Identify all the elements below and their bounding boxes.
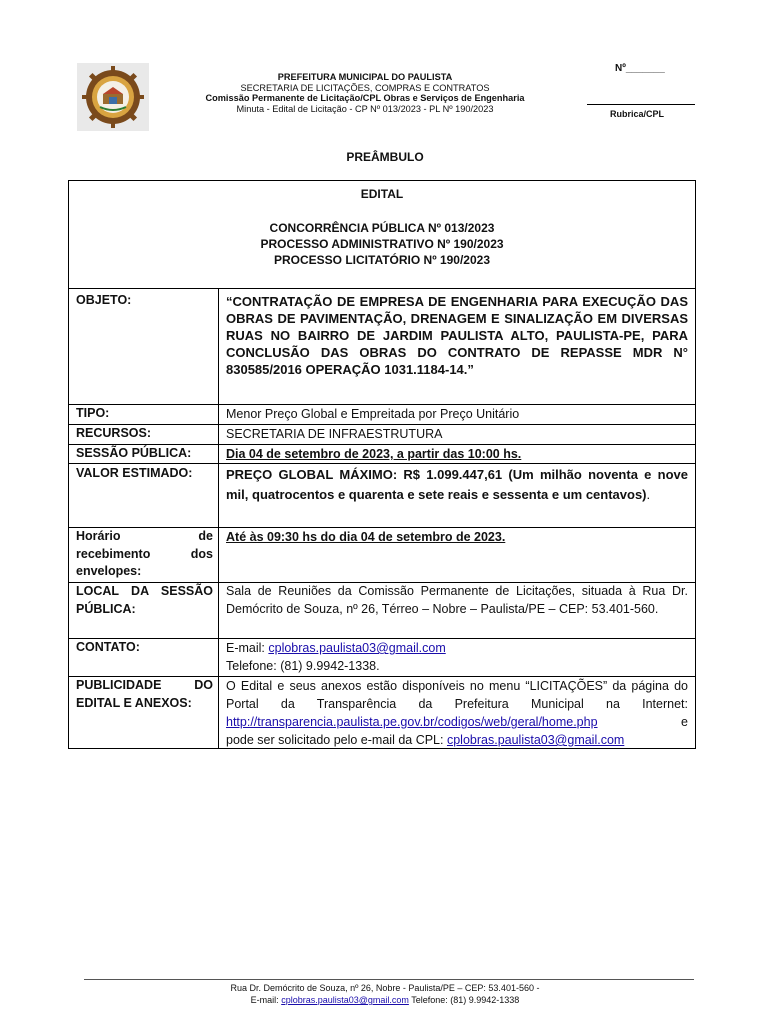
section-title: PREÂMBULO: [346, 150, 424, 164]
edital-title: EDITAL: [360, 187, 404, 201]
transparencia-portal-link[interactable]: http://transparencia.paulista.pe.gov.br/codigos/web/geral/home.php: [226, 715, 598, 729]
contato-label: CONTATO:: [76, 640, 140, 654]
letterhead: [160, 72, 570, 114]
publicidade-email-link[interactable]: cplobras.paulista03@gmail.com: [446, 733, 625, 747]
valor-label: VALOR ESTIMADO:: [76, 466, 193, 480]
row-divider: [68, 288, 696, 289]
footer-email-prefix: E-mail:: [250, 995, 282, 1005]
org-name: PREFEITURA MUNICIPAL DO PAULISTA: [277, 72, 453, 82]
local-value: Sala de Reuniões da Comissão Permanente de Licitações, situada à Rua Dr. Demócrito de Souza, nº 26, Térreo – Nobre – Paulista/PE – CEP: 53.401-560.: [226, 584, 688, 616]
contato-email-prefix: E-mail:: [226, 641, 269, 655]
rubrica-label: Rubrica/CPL: [610, 109, 665, 119]
objeto-value: “CONTRATAÇÃO DE EMPRESA DE ENGENHARIA PARA EXECUÇÃO DAS OBRAS DE PAVIMENTAÇÃO, DRENAGEM E SINALIZAÇÃO EM DIVERSAS RUAS NO BAIRRO DE JARDIM PAULISTA ALTO, PAULISTA-PE, PARA CONCLUSÃO DAS OBRAS DO CONTRATO DE REPASSE MDR N° 830585/2016 OPERAÇÃO 1031.1184-14.”: [226, 294, 688, 377]
valor-suffix: .: [646, 487, 651, 502]
recursos-value: SECRETARIA DE INFRAESTRUTURA: [226, 427, 443, 441]
objeto-label: OBJETO:: [76, 293, 132, 307]
page-number-field: Nº_______: [615, 63, 665, 74]
recursos-label: RECURSOS:: [76, 426, 152, 440]
horario-label: Horário de recebimento dos envelopes:: [76, 529, 213, 578]
tipo-value: Menor Preço Global e Empreitada por Preço Unitário: [226, 407, 520, 421]
publicidade-text: O Edital e seus anexos estão disponíveis no menu “LICITAÇÕES” da página do Portal da Transparência da Prefeitura Municipal na Internet:: [226, 679, 688, 711]
comissao-name: Comissão Permanente de Licitação/CPL Obras e Serviços de Engenharia: [205, 93, 525, 104]
horario-value: Até às 09:30 hs do dia 04 de setembro de 2023.: [226, 530, 506, 544]
municipal-seal-logo: [77, 63, 149, 131]
rubrica-signature-line: [587, 104, 695, 105]
valor-value: [226, 465, 688, 505]
minuta-reference: Minuta - Edital de Licitação - CP Nº 013/2023 - PL Nº 190/2023: [236, 103, 494, 114]
publicidade-text-2: pode ser solicitado pelo e-mail da CPL:: [226, 733, 447, 747]
municipal-seal-icon: [82, 66, 144, 128]
processo-administrativo: PROCESSO ADMINISTRATIVO Nº 190/2023: [260, 237, 504, 251]
concorrencia-number: CONCORRÊNCIA PÚBLICA Nº 013/2023: [269, 221, 495, 235]
processo-licitatorio: PROCESSO LICITATÓRIO Nº 190/2023: [274, 253, 490, 267]
contato-email-link[interactable]: cplobras.paulista03@gmail.com: [268, 641, 446, 655]
contato-value: [226, 639, 688, 675]
publicidade-label: PUBLICIDADE DO EDITAL E ANEXOS:: [76, 678, 213, 710]
footer-phone: Telefone: (81) 9.9942-1338: [408, 995, 520, 1005]
row-divider: [68, 463, 696, 464]
local-label: LOCAL DA SESSÃO PÚBLICA:: [76, 584, 213, 616]
secretaria-name: SECRETARIA DE LICITAÇÕES, COMPRAS E CONTRATOS: [240, 82, 490, 93]
publicidade-value: [226, 677, 688, 749]
footer-address: Rua Dr. Demócrito de Souza, nº 26, Nobre - Paulista/PE – CEP: 53.401-560 -: [230, 983, 540, 993]
publicidade-conjunction: e: [681, 715, 688, 729]
sessao-value: Dia 04 de setembro de 2023, a partir das 10:00 hs.: [226, 447, 522, 461]
footer-email-link[interactable]: cplobras.paulista03@gmail.com: [281, 995, 409, 1005]
contato-telefone: Telefone: (81) 9.9942-1338.: [226, 659, 380, 673]
footer-divider: [84, 979, 694, 980]
tipo-label: TIPO:: [76, 406, 110, 420]
column-divider: [218, 288, 219, 749]
edital-heading: [68, 186, 696, 268]
valor-text: PREÇO GLOBAL MÁXIMO: R$ 1.099.447,61 (Um milhão noventa e nove mil, quatrocentos e quarenta e sete reais e sessenta e um centavos): [226, 467, 688, 502]
sessao-label: SESSÃO PÚBLICA:: [76, 446, 192, 460]
footer: [0, 982, 770, 1006]
